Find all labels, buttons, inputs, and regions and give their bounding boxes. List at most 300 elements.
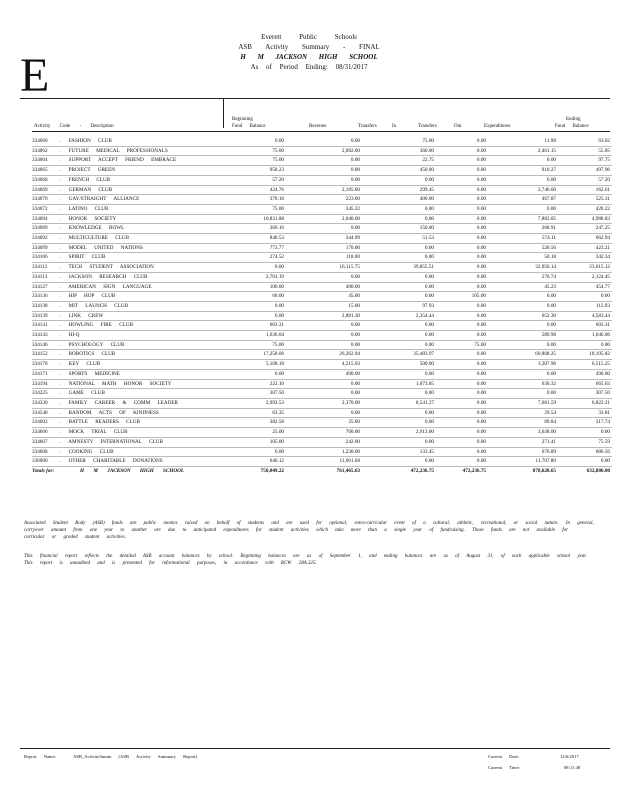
- expenditures: 2,461.15: [488, 146, 558, 156]
- expenditures: 0.00: [488, 156, 558, 166]
- expenditures: 268.91: [488, 224, 558, 234]
- transfers-in: 0.00: [362, 292, 436, 302]
- transfers-in: 0.00: [362, 214, 436, 224]
- expenditures: 11,707.80: [488, 457, 558, 467]
- activity-description: . COOKING CLUB: [60, 447, 228, 457]
- beginning-balance: 603.31: [228, 321, 286, 331]
- ending-balance: 247.25: [558, 224, 612, 234]
- current-date-label: Current Date:: [488, 754, 520, 759]
- beginning-balance: 75.00: [228, 340, 286, 350]
- expenditures: 589.98: [488, 331, 558, 341]
- revenue: 4,215.03: [286, 360, 362, 370]
- revenue: 0.00: [286, 408, 362, 418]
- activity-code: 334136: [32, 292, 60, 302]
- expenditures: 7,081.59: [488, 398, 558, 408]
- transfers-out: 0.00: [436, 369, 488, 379]
- ending-balance: 497.96: [558, 166, 612, 176]
- transfers-in: 400.00: [362, 195, 436, 205]
- revenue: 0.00: [286, 389, 362, 399]
- beginning-balance: 10,831.88: [228, 214, 286, 224]
- activity-description: . FUTURE MEDICAL PROFESSIONALS: [60, 146, 228, 156]
- activity-code: 334138: [32, 301, 60, 311]
- activity-code: 334069: [32, 185, 60, 195]
- activity-code: 334330: [32, 398, 60, 408]
- transfers-in: 2,913.00: [362, 428, 436, 438]
- expenditures: 50.18: [488, 253, 558, 263]
- table-row: [32, 350, 612, 360]
- col-transfers-in: Transfers In: [358, 124, 397, 129]
- footer-divider: [20, 748, 610, 749]
- expenditures: 2,746.60: [488, 185, 558, 195]
- activity-code: 334143: [32, 331, 60, 341]
- table-row: [32, 243, 612, 253]
- activity-description: . TECH STUDENT ASSOCIATION: [60, 263, 228, 273]
- expenditures: 0.00: [488, 301, 558, 311]
- beginning-balance: 63.35: [228, 408, 286, 418]
- table-row: [32, 282, 612, 292]
- report-header: [0, 32, 618, 72]
- transfers-in: 500.00: [362, 360, 436, 370]
- revenue: 1,230.00: [286, 447, 362, 457]
- expenditures: 11.98: [488, 137, 558, 146]
- beginning-balance: 0.00: [228, 311, 286, 321]
- beginning-balance: 0.00: [228, 263, 286, 273]
- header-vertical-divider: [223, 98, 224, 128]
- activity-description: . GAY/STRAIGHT ALLIANCE: [60, 195, 228, 205]
- beginning-balance: 1,636.04: [228, 331, 286, 341]
- col-ending-l2: Fund Balance: [555, 124, 589, 129]
- activity-description: . MOCK TRIAL CLUB: [60, 428, 228, 438]
- table-row: [32, 156, 612, 166]
- ending-balance: 1,046.06: [558, 331, 612, 341]
- transfers-out: 0.00: [436, 418, 488, 428]
- footer-report-name: [24, 753, 197, 760]
- table-row: [32, 360, 612, 370]
- activity-code: 334152: [32, 350, 60, 360]
- table-row: [32, 214, 612, 224]
- expenditures: 60,808.25: [488, 350, 558, 360]
- transfers-in: 0.00: [362, 340, 436, 350]
- ending-balance: 525.31: [558, 195, 612, 205]
- activity-description: . HIP HOP CLUB: [60, 292, 228, 302]
- report-name-value: ASB_ActivitySumm (ASB Activity Summary Report): [73, 754, 198, 759]
- beginning-balance: 100.00: [228, 282, 286, 292]
- revenue: 0.00: [286, 331, 362, 341]
- transfers-in: 360.00: [362, 146, 436, 156]
- activity-code: 334092: [32, 234, 60, 244]
- transfers-out: 0.00: [436, 204, 488, 214]
- revenue: 700.00: [286, 428, 362, 438]
- transfers-in: 0.00: [362, 389, 436, 399]
- period-ending: As of Period Ending: 08/31/2017: [250, 63, 368, 71]
- col-beginning-l2: Fund Balance: [232, 124, 266, 129]
- activity-code: 334602: [32, 418, 60, 428]
- ending-balance: 0.00: [558, 457, 612, 467]
- beginning-balance: 366.16: [228, 224, 286, 234]
- ending-balance: 686.56: [558, 447, 612, 457]
- current-date-value: 12/6/2017: [560, 754, 579, 759]
- activity-rows: [32, 137, 612, 466]
- revenue: 0.00: [286, 156, 362, 166]
- table-row: [32, 379, 612, 389]
- transfers-out: 0.00: [436, 311, 488, 321]
- activity-code: 334170: [32, 360, 60, 370]
- district-name: Everett Public Schools: [261, 33, 357, 41]
- current-time-label: Current Time:: [488, 765, 520, 770]
- expenditures: 0.00: [488, 321, 558, 331]
- transfers-in: 1,073.85: [362, 379, 436, 389]
- beginning-balance: 0.00: [228, 137, 286, 146]
- transfers-out: 0.00: [436, 437, 488, 447]
- expenditures: 0.00: [488, 389, 558, 399]
- activity-code: 334540: [32, 408, 60, 418]
- transfers-out: 0.00: [436, 379, 488, 389]
- expenditures: 0.00: [488, 369, 558, 379]
- transfers-out: 0.00: [436, 331, 488, 341]
- total-end: 632,886.00: [558, 466, 612, 475]
- activity-description: . KEY CLUB: [60, 360, 228, 370]
- transfers-out: 0.00: [436, 408, 488, 418]
- activity-description: . MIT LAUNCH CLUB: [60, 301, 228, 311]
- expenditures: 910.27: [488, 166, 558, 176]
- transfers-in: 133.45: [362, 447, 436, 457]
- activity-code: 334099: [32, 243, 60, 253]
- ending-balance: 490.00: [558, 369, 612, 379]
- col-beginning-l1: Beginning: [232, 117, 253, 122]
- transfers-in: 0.00: [362, 457, 436, 467]
- beginning-balance: 75.00: [228, 156, 286, 166]
- total-label: Totals for:: [32, 466, 60, 475]
- transfers-out: 0.00: [436, 428, 488, 438]
- ending-balance: 603.31: [558, 321, 612, 331]
- transfers-out: 0.00: [436, 253, 488, 263]
- revenue: 15.00: [286, 301, 362, 311]
- table-row: [32, 272, 612, 282]
- ending-balance: 4,988.83: [558, 214, 612, 224]
- ending-balance: 55.85: [558, 146, 612, 156]
- table-row: [32, 457, 612, 467]
- revenue: 223.00: [286, 195, 362, 205]
- table-row: [32, 166, 612, 176]
- ending-balance: 662.94: [558, 234, 612, 244]
- activity-description: . HONOR SOCIETY: [60, 214, 228, 224]
- table-row: [32, 146, 612, 156]
- transfers-in: 2,354.44: [362, 311, 436, 321]
- transfers-out: 0.00: [436, 224, 488, 234]
- transfers-out: 0.00: [436, 156, 488, 166]
- activity-description: . SPIRIT CLUB: [60, 253, 228, 263]
- total-transfers-out: 472,236.75: [436, 466, 488, 475]
- ending-balance: 4,583.44: [558, 311, 612, 321]
- beginning-balance: 773.77: [228, 243, 286, 253]
- revenue: 2,040.00: [286, 214, 362, 224]
- activity-code: 336000: [32, 457, 60, 467]
- activity-code: 334113: [32, 272, 60, 282]
- transfers-out: 0.00: [436, 350, 488, 360]
- table-row: [32, 321, 612, 331]
- activity-description: . RANDOM ACTS OF KINDNESS: [60, 408, 228, 418]
- revenue: 0.00: [286, 137, 362, 146]
- expenditures: 652.30: [488, 311, 558, 321]
- beginning-balance: 25.00: [228, 428, 286, 438]
- activity-description: . NATIONAL MATH HONOR SOCIETY: [60, 379, 228, 389]
- transfers-out: 0.00: [436, 214, 488, 224]
- transfers-in: 0.00: [362, 272, 436, 282]
- transfers-out: 0.00: [436, 175, 488, 185]
- ending-balance: 454.77: [558, 282, 612, 292]
- activity-description: . FASHION CLUB: [60, 137, 228, 146]
- total-expenditures: 878,628.65: [488, 466, 558, 475]
- table-row: [32, 447, 612, 457]
- beginning-balance: 646.12: [228, 457, 286, 467]
- activity-code: 334112: [32, 263, 60, 273]
- total-begin: 750,049.22: [228, 466, 286, 475]
- ending-balance: 6,822.21: [558, 398, 612, 408]
- expenditures: 467.87: [488, 195, 558, 205]
- revenue: 0.00: [286, 224, 362, 234]
- table-row: [32, 292, 612, 302]
- table-row: [32, 408, 612, 418]
- activity-table: [32, 137, 612, 476]
- revenue: 11,061.68: [286, 457, 362, 467]
- activity-code: 334089: [32, 224, 60, 234]
- activity-code: 334127: [32, 282, 60, 292]
- transfers-out: 0.00: [436, 272, 488, 282]
- col-activity-code: Activity Code - Description: [34, 124, 114, 129]
- revenue: 490.00: [286, 369, 362, 379]
- col-revenue: Revenue: [309, 124, 327, 129]
- beginning-balance: 2,992.53: [228, 398, 286, 408]
- transfers-in: 0.00: [362, 418, 436, 428]
- ending-balance: 307.50: [558, 389, 612, 399]
- transfers-in: 51.53: [362, 234, 436, 244]
- activity-code: 334060: [32, 137, 60, 146]
- activity-description: . FRENCH CLUB: [60, 175, 228, 185]
- revenue: 25.00: [286, 418, 362, 428]
- activity-description: . FAMILY CAREER & COMM LEADER: [60, 398, 228, 408]
- transfers-out: 0.00: [436, 166, 488, 176]
- activity-code: 334608: [32, 447, 60, 457]
- activity-description: . HOWLING FIRE CLUB: [60, 321, 228, 331]
- table-row: [32, 311, 612, 321]
- transfers-in: 0.00: [362, 437, 436, 447]
- activity-code: 334065: [32, 166, 60, 176]
- activity-description: . MODEL UNITED NATIONS: [60, 243, 228, 253]
- transfers-in: 0.00: [362, 369, 436, 379]
- activity-description: . SUPPORT ACCEPT FRIEND EMBRACE: [60, 156, 228, 166]
- ending-balance: 23,015.12: [558, 263, 612, 273]
- ending-balance: 0.00: [558, 292, 612, 302]
- beginning-balance: 307.50: [228, 389, 286, 399]
- transfers-out: 105.00: [436, 292, 488, 302]
- revenue: 344.99: [286, 234, 362, 244]
- transfers-out: 0.00: [436, 146, 488, 156]
- col-expenditures: Expenditures: [484, 124, 511, 129]
- transfers-out: 0.00: [436, 185, 488, 195]
- expenditures: 32,956.14: [488, 263, 558, 273]
- expenditures: 630.32: [488, 379, 558, 389]
- beginning-balance: 75.00: [228, 146, 286, 156]
- transfers-in: 0.00: [362, 253, 436, 263]
- transfers-in: 0.00: [362, 282, 436, 292]
- table-row: [32, 398, 612, 408]
- activity-code: 334084: [32, 214, 60, 224]
- table-row: [32, 301, 612, 311]
- activity-description: . LINK CREW: [60, 311, 228, 321]
- activity-code: 334064: [32, 156, 60, 166]
- expenditures: 0.00: [488, 175, 558, 185]
- revenue: 0.00: [286, 340, 362, 350]
- ending-balance: 6,515.25: [558, 360, 612, 370]
- report-letter: E: [20, 49, 50, 102]
- ending-balance: 63.02: [558, 137, 612, 146]
- activity-description: . MULTICULTURE CLUB: [60, 234, 228, 244]
- activity-code: 334146: [32, 340, 60, 350]
- transfers-out: 0.00: [436, 243, 488, 253]
- activity-description: . GERMAN CLUB: [60, 185, 228, 195]
- transfers-in: 0.00: [362, 408, 436, 418]
- report-title: ASB Activity Summary - FINAL: [238, 43, 380, 51]
- beginning-balance: 2,701.19: [228, 272, 286, 282]
- beginning-balance: 222.10: [228, 379, 286, 389]
- total-row: [32, 466, 612, 475]
- beginning-balance: 370.18: [228, 195, 286, 205]
- beginning-balance: 57.20: [228, 175, 286, 185]
- revenue: 2,881.30: [286, 311, 362, 321]
- expenditures: 29.54: [488, 408, 558, 418]
- revenue: 2,370.00: [286, 398, 362, 408]
- table-row: [32, 195, 612, 205]
- transfers-out: 0.00: [436, 398, 488, 408]
- activity-description: . JACKSON RESEARCH CLUB: [60, 272, 228, 282]
- transfers-out: 75.00: [436, 340, 488, 350]
- ending-balance: 162.61: [558, 185, 612, 195]
- ending-balance: 0.00: [558, 428, 612, 438]
- transfers-out: 0.00: [436, 447, 488, 457]
- beginning-balance: 5,108.18: [228, 360, 286, 370]
- revenue: 0.00: [286, 321, 362, 331]
- revenue: 170.00: [286, 243, 362, 253]
- beginning-balance: 60.00: [228, 292, 286, 302]
- expenditures: 574.11: [488, 234, 558, 244]
- activity-code: 334171: [32, 369, 60, 379]
- expenditures: 7,883.05: [488, 214, 558, 224]
- transfers-in: 0.00: [362, 204, 436, 214]
- column-header-rule: [32, 131, 610, 132]
- table-row: [32, 340, 612, 350]
- activity-description: . HI-Q: [60, 331, 228, 341]
- current-time-value: 08:11:48: [564, 765, 581, 770]
- revenue: 0.00: [286, 272, 362, 282]
- ending-balance: 342.34: [558, 253, 612, 263]
- activity-description: . OTHER CHARITABLE DONATIONS: [60, 457, 228, 467]
- revenue: 45.00: [286, 292, 362, 302]
- transfers-out: 0.00: [436, 301, 488, 311]
- table-row: [32, 389, 612, 399]
- beginning-balance: 75.00: [228, 204, 286, 214]
- activity-code: 334141: [32, 321, 60, 331]
- transfers-in: 35,483.97: [362, 350, 436, 360]
- activity-code: 334106: [32, 253, 60, 263]
- ending-balance: 97.75: [558, 156, 612, 166]
- beginning-balance: 958.23: [228, 166, 286, 176]
- expenditures: 3,638.00: [488, 428, 558, 438]
- transfers-in: 299.45: [362, 185, 436, 195]
- col-ending-l1: Ending: [566, 117, 581, 122]
- revenue: 0.00: [286, 379, 362, 389]
- expenditures: 3,307.96: [488, 360, 558, 370]
- ending-balance: 0.00: [558, 340, 612, 350]
- revenue: 118.00: [286, 253, 362, 263]
- table-row: [32, 263, 612, 273]
- transfers-out: 0.00: [436, 263, 488, 273]
- transfers-in: 150.00: [362, 224, 436, 234]
- table-row: [32, 331, 612, 341]
- revenue: 242.00: [286, 437, 362, 447]
- ending-balance: 57.20: [558, 175, 612, 185]
- activity-code: 334070: [32, 195, 60, 205]
- ending-balance: 33.81: [558, 408, 612, 418]
- activity-description: . GAME CLUB: [60, 389, 228, 399]
- activity-code: 334139: [32, 311, 60, 321]
- ending-balance: 317.74: [558, 418, 612, 428]
- transfers-out: 0.00: [436, 282, 488, 292]
- activity-description: . PSYCHOLOGY CLUB: [60, 340, 228, 350]
- table-row: [32, 428, 612, 438]
- total-transfers-in: 472,236.75: [362, 466, 436, 475]
- revenue: 400.00: [286, 282, 362, 292]
- revenue: 345.22: [286, 204, 362, 214]
- activity-code: 334225: [32, 389, 60, 399]
- ending-balance: 18,195.82: [558, 350, 612, 360]
- total-revenue: 761,465.63: [286, 466, 362, 475]
- header-divider: [20, 98, 610, 99]
- activity-description: . BATTLE READERS CLUB: [60, 418, 228, 428]
- table-row: [32, 204, 612, 214]
- col-transfers-out: Transfers Out: [418, 124, 462, 129]
- transfers-in: 97.93: [362, 301, 436, 311]
- table-row: [32, 185, 612, 195]
- expenditures: 520.56: [488, 243, 558, 253]
- activity-description: . PROJECT GREEN: [60, 166, 228, 176]
- table-row: [32, 437, 612, 447]
- beginning-balance: 274.52: [228, 253, 286, 263]
- transfers-in: 22.75: [362, 156, 436, 166]
- transfers-in: 0.00: [362, 243, 436, 253]
- transfers-out: 0.00: [436, 457, 488, 467]
- beginning-balance: 105.00: [228, 437, 286, 447]
- beginning-balance: 0.00: [228, 447, 286, 457]
- expenditures: 271.41: [488, 437, 558, 447]
- table-row: [32, 175, 612, 185]
- activity-description: . LATINO CLUB: [60, 204, 228, 214]
- school-name: H M JACKSON HIGH SCHOOL: [240, 53, 378, 61]
- transfers-in: 8,541.27: [362, 398, 436, 408]
- activity-code: 334606: [32, 428, 60, 438]
- note-paragraph-1: Associated Student Body (ASB) funds are public monies raised on behalf of students and are used for optional, extra-curricular event of a cultural, athletic, recreational, or social nature. In general, carryover amount from one year to another are due to anticipated expenditures for student activities which take more than a single year of fundraising. These funds are not available for curricular or graded student activities.: [24, 521, 594, 540]
- transfers-out: 0.00: [436, 360, 488, 370]
- report-name-label: Report Name:: [24, 754, 56, 759]
- expenditures: 576.74: [488, 272, 558, 282]
- revenue: 2,082.00: [286, 146, 362, 156]
- ending-balance: 420.22: [558, 204, 612, 214]
- expenditures: 89.84: [488, 418, 558, 428]
- beginning-balance: 0.00: [228, 369, 286, 379]
- activity-description: . ROBOTICS CLUB: [60, 350, 228, 360]
- note-paragraph-2: This financial report reflects the detailed ASB account balances by school. Beginning balances are as of September 1, and ending balances are as of August 31, of each applicable school year. This report is unaudited and is presented for informational purposes, in accordance with RCW 28A.325.: [24, 554, 587, 566]
- expenditures: 45.23: [488, 282, 558, 292]
- beginning-balance: 424.76: [228, 185, 286, 195]
